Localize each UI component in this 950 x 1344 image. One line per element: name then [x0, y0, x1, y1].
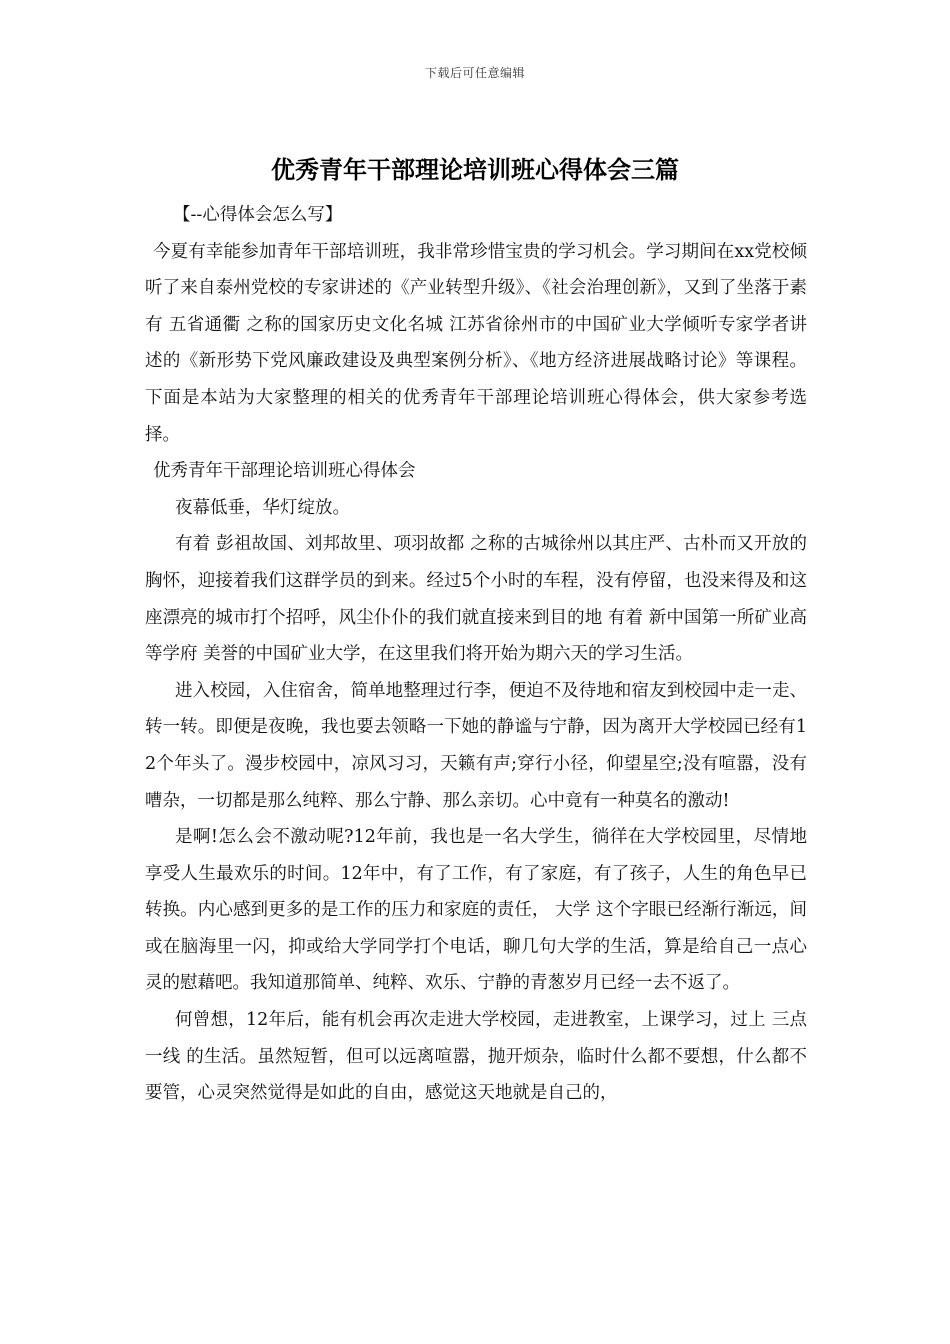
section-label: 【--心得体会怎么写】 [173, 205, 343, 225]
body-paragraph: 进入校园，入住宿舍，简单地整理过行李，便迫不及待地和宿友到校园中走一走、转一转。即便是夜晚，我也要去领略一下她的静谧与宁静，因为离开大学校园已经有12个年头了。漫步校园中，凉风习习，天籁有声;穿行小径，仰望星空;没有喧嚣，没有嘈杂，一切都是那么纯粹、那么宁静、那么亲切。心中竟有一种莫名的激动! [145, 680, 807, 811]
body-paragraph: 何曾想，12年后，能有机会再次走进大学校园，走进教室，上课学习，过上 三点一线 的生活。虽然短暂，但可以远离喧嚣，抛开烦杂，临时什么都不要想，什么都不要管，心灵突然觉得是如此的自由，感觉这天地就是自己的， [145, 1010, 807, 1104]
header-note: 下载后可任意编辑 [424, 66, 525, 80]
intro-paragraph: 今夏有幸能参加青年干部培训班，我非常珍惜宝贵的学习机会。学习期间在xx党校倾听了来自泰州党校的专家讲述的《产业转型升级》、《社会治理创新》，又到了坐落于素有 五省通衢 之称的国家历史文化名城 江苏省徐州市的中国矿业大学倾听专家学者讲述的《新形势下党风廉政建设及典型案例分析》、《地方经济进展战略讨论》等课程。下面是本站为大家整理的相关的优秀青年干部理论培训班心得体会，供大家参考选择。 [145, 241, 807, 445]
body-paragraph: 是啊!怎么会不激动呢?12年前，我也是一名大学生，徜徉在大学校园里，尽情地享受人生最欢乐的时间。12年中，有了工作，有了家庭，有了孩子，人生的角色早已转换。内心感到更多的是工作的压力和家庭的责任， 大学 这个字眼已经渐行渐远，间或在脑海里一闪，抑或给大学同学打个电话，聊几句大学的生活，算是给自己一点心灵的慰藉吧。我知道那简单、纯粹、欢乐、宁静的青葱岁月已经一去不返了。 [145, 827, 807, 994]
body-paragraph: 夜幕低垂，华灯绽放。 [175, 497, 350, 518]
subheading: 优秀青年干部理论培训班心得体会 [153, 461, 416, 482]
document-body [145, 197, 807, 1112]
body-paragraph: 有着 彭祖故国、刘邦故里、项羽故都 之称的古城徐州以其庄严、古朴而又开放的胸怀，迎接着我们这群学员的到来。经过5个小时的车程，没有停留，也没来得及和这座漂亮的城市打个招呼，风尘仆仆的我们就直接来到目的地 有着 新中国第一所矿业高等学府 美誉的中国矿业大学，在这里我们将开始为期六天的学习生活。 [145, 534, 807, 665]
document-title: 优秀青年干部理论培训班心得体会三篇 [271, 155, 679, 184]
